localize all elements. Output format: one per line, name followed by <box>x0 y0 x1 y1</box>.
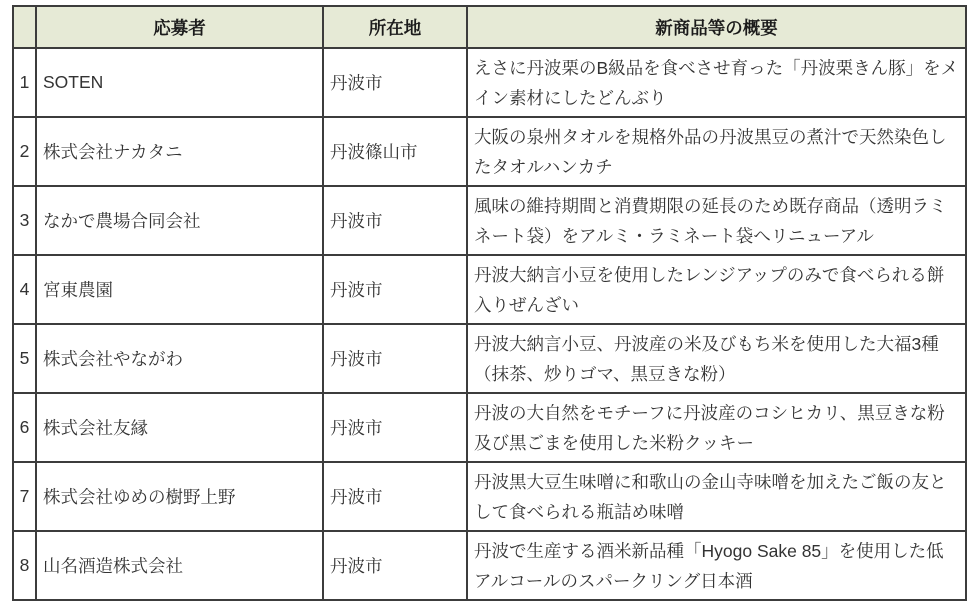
applicants-table <box>12 5 967 601</box>
location-cell: 丹波市 <box>323 255 467 324</box>
applicant-cell: 株式会社ナカタニ <box>36 117 323 186</box>
applicant-cell: 株式会社ゆめの樹野上野 <box>36 462 323 531</box>
header-summary: 新商品等の概要 <box>467 6 966 48</box>
applicant-cell: SOTEN <box>36 48 323 117</box>
location-cell: 丹波市 <box>323 186 467 255</box>
location-cell: 丹波市 <box>323 324 467 393</box>
table-row <box>13 324 966 393</box>
summary-cell: 丹波の大自然をモチーフに丹波産のコシヒカリ、黒豆きな粉及び黒ごまを使用した米粉クッキー <box>467 393 966 462</box>
header-applicant: 応募者 <box>36 6 323 48</box>
applicant-cell: なかで農場合同会社 <box>36 186 323 255</box>
summary-cell: 丹波大納言小豆を使用したレンジアップのみで食べられる餅入りぜんざい <box>467 255 966 324</box>
location-cell: 丹波市 <box>323 531 467 600</box>
row-number-cell: 6 <box>13 393 36 462</box>
row-number-cell: 1 <box>13 48 36 117</box>
applicant-cell: 宮東農園 <box>36 255 323 324</box>
row-number-cell: 5 <box>13 324 36 393</box>
header-location: 所在地 <box>323 6 467 48</box>
table-row <box>13 117 966 186</box>
row-number-cell: 3 <box>13 186 36 255</box>
summary-cell: 丹波黒大豆生味噌に和歌山の金山寺味噌を加えたご飯の友として食べられる瓶詰め味噌 <box>467 462 966 531</box>
summary-cell: 丹波で生産する酒米新品種「Hyogo Sake 85」を使用した低アルコールのスパークリング日本酒 <box>467 531 966 600</box>
table-row <box>13 255 966 324</box>
row-number-cell: 4 <box>13 255 36 324</box>
table-row <box>13 393 966 462</box>
summary-cell: 丹波大納言小豆、丹波産の米及びもち米を使用した大福3種（抹茶、炒りゴマ、黒豆きな粉） <box>467 324 966 393</box>
summary-cell: えさに丹波栗のB級品を食べさせ育った「丹波栗きん豚」をメイン素材にしたどんぶり <box>467 48 966 117</box>
location-cell: 丹波市 <box>323 462 467 531</box>
applicant-cell: 株式会社友縁 <box>36 393 323 462</box>
table-row <box>13 462 966 531</box>
summary-cell: 大阪の泉州タオルを規格外品の丹波黒豆の煮汁で天然染色したタオルハンカチ <box>467 117 966 186</box>
header-row <box>13 6 966 48</box>
summary-cell: 風味の維持期間と消費期限の延長のため既存商品（透明ラミネート袋）をアルミ・ラミネート袋へリニューアル <box>467 186 966 255</box>
location-cell: 丹波市 <box>323 393 467 462</box>
row-number-cell: 7 <box>13 462 36 531</box>
applicant-cell: 山名酒造株式会社 <box>36 531 323 600</box>
location-cell: 丹波篠山市 <box>323 117 467 186</box>
row-number-cell: 8 <box>13 531 36 600</box>
header-number <box>13 6 36 48</box>
table-row <box>13 186 966 255</box>
table-row <box>13 531 966 600</box>
row-number-cell: 2 <box>13 117 36 186</box>
applicant-cell: 株式会社やながわ <box>36 324 323 393</box>
table-row <box>13 48 966 117</box>
location-cell: 丹波市 <box>323 48 467 117</box>
